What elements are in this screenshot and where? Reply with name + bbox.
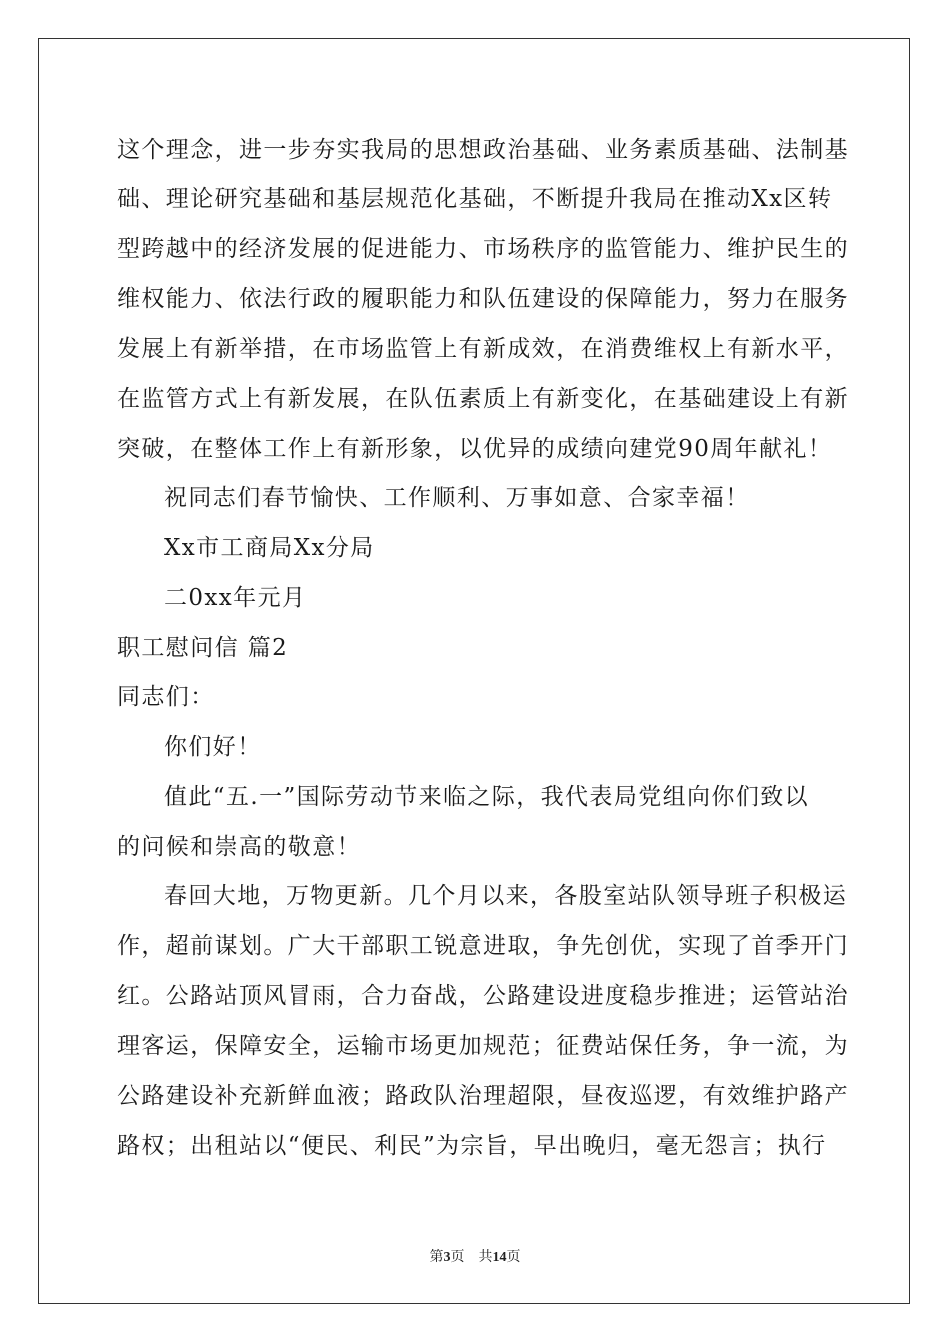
text-line: 发展上有新举措，在市场监管上有新成效，在消费维权上有新水平，	[117, 336, 849, 362]
section-title: 职工慰问信 篇2	[117, 635, 289, 661]
text-line: 维权能力、依法行政的履职能力和队伍建设的保障能力，努力在服务	[117, 286, 849, 312]
text-line: 在监管方式上有新发展，在队伍素质上有新变化，在基础建设上有新	[117, 386, 849, 412]
page-border	[38, 38, 910, 1304]
total-page-count: 14	[492, 1250, 507, 1265]
text-line: 的问候和崇高的敬意！	[117, 834, 361, 860]
text-line: 理客运，保障安全，运输市场更加规范；征费站保任务，争一流，为	[117, 1033, 849, 1059]
text-line: 路权；出租站以“便民、利民”为宗旨，早出晚归，毫无怨言；执行	[117, 1133, 827, 1159]
salutation: 同志们：	[117, 684, 215, 710]
text-line: 公路建设补充新鲜血液；路政队治理超限，昼夜巡逻，有效维护路产	[117, 1083, 849, 1109]
footer-prefix: 第	[429, 1250, 444, 1265]
text-line: 型跨越中的经济发展的促进能力、市场秩序的监管能力、维护民生的	[117, 236, 849, 262]
text-line: 红。公路站顶风冒雨，合力奋战，公路建设进度稳步推进；运管站治	[117, 983, 849, 1009]
page-footer	[0, 1246, 950, 1266]
current-page-number: 3	[443, 1250, 451, 1265]
text-line: 础、理论研究基础和基层规范化基础，不断提升我局在推动Xx区转	[117, 186, 833, 212]
text-line: 作，超前谋划。广大干部职工锐意进取，争先创优，实现了首季开门	[117, 933, 849, 959]
footer-mid: 页 共	[450, 1250, 493, 1265]
greeting: 你们好！	[164, 734, 262, 760]
text-line: 值此“五.一”国际劳动节来临之际，我代表局党组向你们致以	[164, 784, 810, 810]
signature: Xx市工商局Xx分局	[164, 535, 375, 561]
wishes-line: 祝同志们春节愉快、工作顺利、万事如意、合家幸福！	[164, 485, 750, 511]
date-line: 二0xx年元月	[164, 585, 307, 611]
text-line: 突破，在整体工作上有新形象，以优异的成绩向建党90周年献礼！	[117, 436, 833, 462]
text-line: 这个理念，进一步夯实我局的思想政治基础、业务素质基础、法制基	[117, 137, 849, 163]
footer-suffix: 页	[506, 1250, 521, 1265]
text-line: 春回大地，万物更新。几个月以来，各股室站队领导班子积极运	[164, 883, 848, 909]
